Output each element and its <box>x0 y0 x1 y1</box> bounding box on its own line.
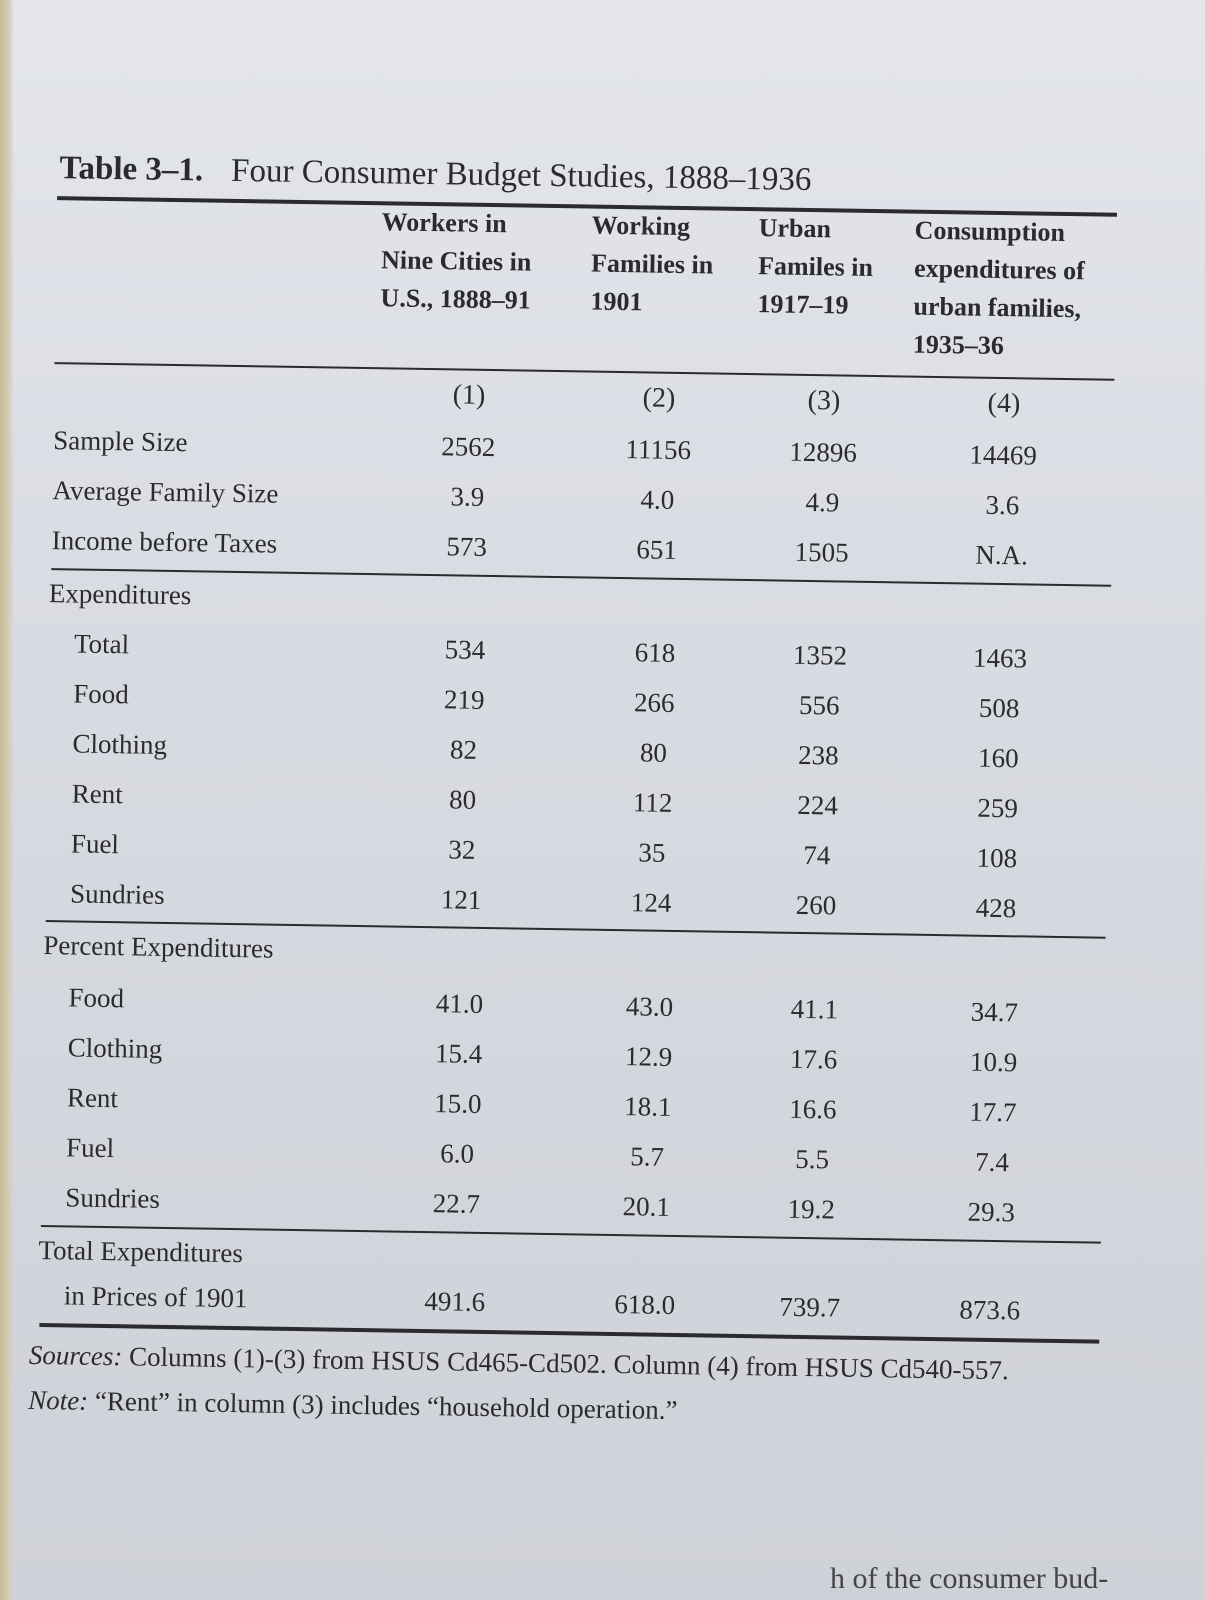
cell: 4.9 <box>805 486 840 518</box>
cell: 80 <box>448 784 477 815</box>
row-label-rent-pct: Rent <box>66 1082 119 1114</box>
cell: 10.9 <box>969 1046 1018 1078</box>
col-number-3: (3) <box>807 384 841 417</box>
col-header-2: Working Families in 1901 <box>590 210 714 317</box>
cell: 16.6 <box>789 1093 837 1125</box>
cell: 259 <box>977 792 1019 824</box>
row-label-fuel: Fuel <box>70 828 120 860</box>
cell: 17.7 <box>968 1096 1017 1128</box>
cell: 5.5 <box>794 1143 830 1175</box>
cell: 34.7 <box>970 996 1019 1028</box>
row-label-total-prices: Total Expenditures <box>38 1234 244 1269</box>
cell: 238 <box>797 739 839 771</box>
cell: 17.6 <box>789 1043 838 1075</box>
cell: 41.0 <box>435 988 484 1019</box>
row-label-fuel-pct: Fuel <box>65 1132 115 1164</box>
row-label-clothing: Clothing <box>72 728 168 760</box>
cell: 29.3 <box>967 1196 1016 1228</box>
cell: 108 <box>976 842 1018 874</box>
cell: 266 <box>633 687 675 718</box>
cell: 1463 <box>972 642 1028 674</box>
cell: 3.9 <box>450 481 485 512</box>
cell: 618 <box>634 637 676 668</box>
book-page-edge <box>0 0 14 1600</box>
row-label-sample-size: Sample Size <box>53 425 188 458</box>
cell: 32 <box>448 834 476 865</box>
sources-note <box>29 1340 1009 1386</box>
bottom-rule <box>39 1323 1099 1344</box>
table-number: Table 3–1. <box>59 150 204 189</box>
cell: 80 <box>639 737 668 768</box>
row-label-food-pct: Food <box>68 982 125 1014</box>
cell: 41.1 <box>790 993 839 1025</box>
cell: 5.7 <box>629 1141 665 1172</box>
cell: 491.6 <box>424 1286 486 1318</box>
table-title <box>59 150 811 199</box>
summary-rule <box>51 568 1111 587</box>
sources-text: Columns (1)-(3) from HSUS Cd465-Cd502. Column (4) from HSUS Cd540-557. <box>122 1341 1010 1386</box>
section-percent-expenditures: Percent Expenditures <box>43 930 274 964</box>
cell: 11156 <box>625 434 692 466</box>
cell: 224 <box>797 789 839 821</box>
cell: 7.4 <box>974 1146 1010 1178</box>
cell: 82 <box>449 734 478 765</box>
cell: 739.7 <box>779 1291 841 1323</box>
bleed-text: h of the consumer bud- <box>830 1562 1109 1595</box>
table-caption: Four Consumer Budget Studies, 1888–1936 <box>230 152 812 198</box>
col-number-2: (2) <box>642 382 676 414</box>
cell: 618.0 <box>614 1289 676 1320</box>
cell: 121 <box>440 884 482 915</box>
cell: 556 <box>798 689 840 721</box>
row-label-income: Income before Taxes <box>51 525 278 559</box>
cell: 12896 <box>789 436 858 468</box>
cell: 74 <box>803 839 831 871</box>
cell: 35 <box>638 837 666 868</box>
cell: 428 <box>975 892 1017 924</box>
cell: 160 <box>977 742 1019 774</box>
row-label-average-family-size: Average Family Size <box>52 475 279 509</box>
row-label-clothing-pct: Clothing <box>67 1032 163 1064</box>
row-label-sundries: Sundries <box>69 878 165 910</box>
col-header-3: Urban Familes in 1917–19 <box>757 213 874 320</box>
cell: 19.2 <box>787 1193 836 1225</box>
cell: 112 <box>632 787 673 818</box>
note <box>28 1385 678 1426</box>
cell: 3.6 <box>985 489 1020 521</box>
cell: 1505 <box>794 536 849 568</box>
cell: 651 <box>636 534 678 565</box>
cell: 4.0 <box>640 484 675 515</box>
cell: 22.7 <box>432 1188 481 1219</box>
cell: 534 <box>444 634 486 665</box>
note-label: Note: <box>27 1384 89 1416</box>
cell: 260 <box>795 889 837 921</box>
cell: 508 <box>978 692 1020 724</box>
cell: 18.1 <box>624 1091 672 1122</box>
cell: 6.0 <box>440 1138 475 1169</box>
cell: 1352 <box>792 639 848 671</box>
table-3-1 <box>27 140 1158 1477</box>
row-label-rent: Rent <box>71 778 123 810</box>
row-label-total-prices-line2: in Prices of 1901 <box>63 1280 248 1314</box>
row-label-sundries-pct: Sundries <box>65 1182 161 1214</box>
cell: 20.1 <box>622 1191 671 1222</box>
col-header-4: Consumption expenditures of urban families, 1935–36 <box>912 215 1086 361</box>
col-header-1: Workers in Nine Cities in U.S., 1888–91 <box>380 207 532 315</box>
row-label-food: Food <box>73 678 130 710</box>
cell: 15.0 <box>434 1088 482 1119</box>
cell: 219 <box>443 684 485 715</box>
cell: 43.0 <box>625 991 674 1022</box>
header-rule <box>54 362 1114 381</box>
cell: 873.6 <box>959 1294 1021 1326</box>
cell: 573 <box>446 531 488 562</box>
cell: 15.4 <box>434 1038 483 1069</box>
section-expenditures: Expenditures <box>48 578 192 611</box>
col-number-4: (4) <box>987 387 1021 420</box>
cell: 12.9 <box>624 1041 673 1072</box>
cell: N.A. <box>975 539 1029 571</box>
cell: 2562 <box>441 431 496 463</box>
cell: 124 <box>630 887 672 918</box>
col-number-1: (1) <box>452 379 486 411</box>
note-text: “Rent” in column (3) includes “household operation.” <box>87 1385 678 1426</box>
row-label-total: Total <box>73 628 130 660</box>
cell: 14469 <box>969 439 1038 471</box>
sources-label: Sources: <box>28 1339 123 1372</box>
